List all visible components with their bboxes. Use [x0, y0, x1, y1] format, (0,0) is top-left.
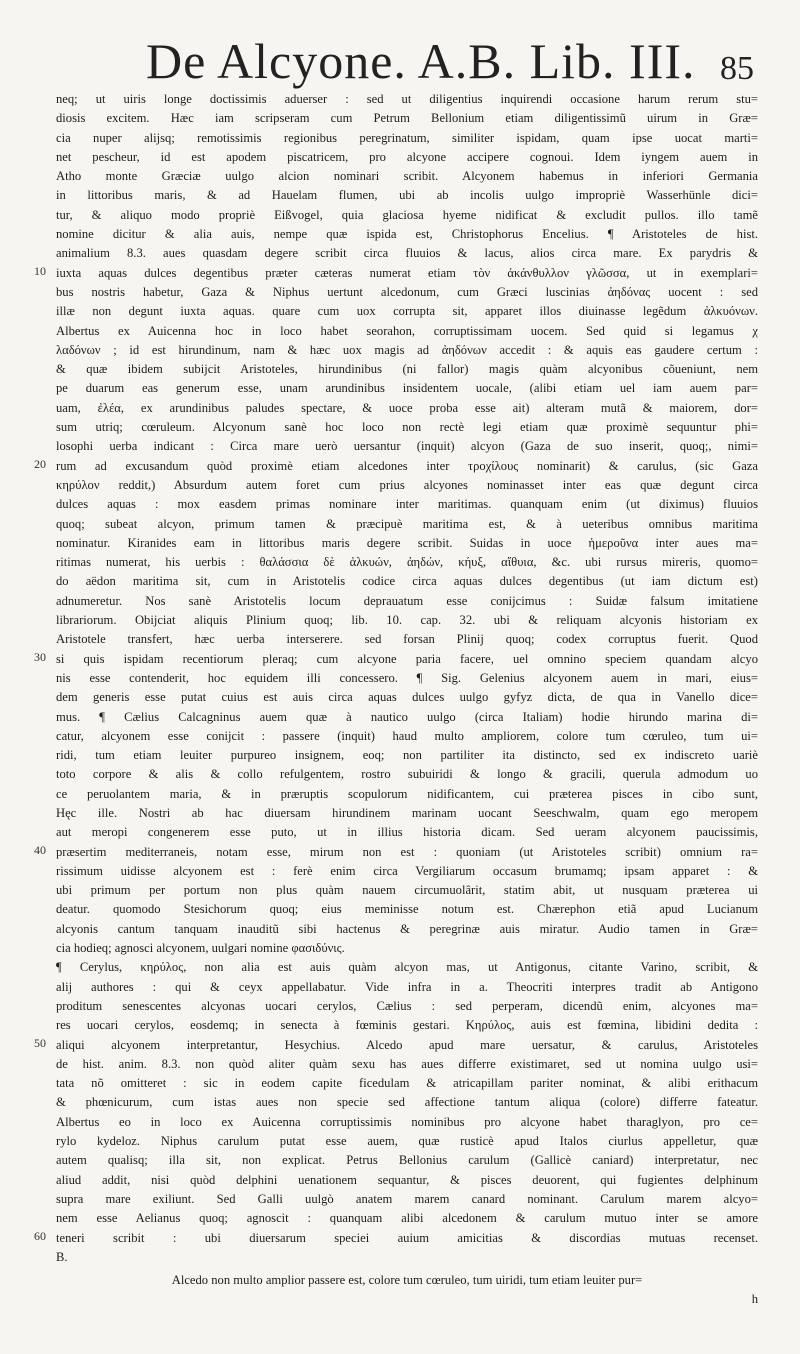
text-line: rylo kydeloz. Niphus carulum putat esse auem, quæ rusticè apud Italos ciurlus appelletur, quæ: [56, 1134, 758, 1149]
text-line: mus. ¶ Cælius Calcagninus auem quæ à nautico uulgo (circa Italiam) hodie hirundo marina di=: [56, 709, 758, 724]
text-line: in littoribus maris, & ad Hauelam flumen, ubi ab incolis uulgo impropriè Wasserhünle dici=: [56, 188, 758, 203]
text-line: tur, & aliquo modo propriè Eißvogel, quia glaciosa hyeme nidificat & excludit pullos. illo tamẽ: [56, 207, 758, 222]
text-line: sum utriq; cœruleum. Alcyonum sanè hoc loco non rectè legi etiam quæ proximè sequuntur phi=: [56, 420, 758, 435]
text-line: rum ad excusandum quòd proximè etiam alcedones inter τροχίλους nominarit) & carulus, (sic Gaza: [56, 458, 758, 473]
text-line: ritimas numerat, his uerbis : θαλάσσια δὲ ἀλκυών, ἀηδών, κήυξ, αἴθυια, &c. ubi rursus mireris, quomo=: [56, 555, 758, 570]
section-heading: Alcedo non multo amplior passere est, colore tum cœruleo, tum uiridi, tum etiam leuiter pur=: [171, 1273, 643, 1288]
text-line: cia hodieq; agnosci alcyonem, uulgari nomine φασιδύνις.: [56, 941, 345, 956]
text-line: autem qualisq; illa sit, non explicat. Petrus Bellonius carulum (Gallicè caniard) interpretatur, nec: [56, 1153, 758, 1168]
text-line: tata nõ omitteret : sic in eodem capite ficedulam & atricapillam pariter nominat, & alibi erithacum: [56, 1076, 758, 1091]
text-line: Albertus ex Auicenna hoc in loco habet seorahon, corruptissimam uocem. Sed quid si legamus χ: [56, 323, 758, 338]
text-line: nis esse contenderit, hoc equidem illi concessero. ¶ Sig. Gelenius alcyonem auem in mari, eius=: [56, 670, 758, 685]
margin-line-number: 20: [34, 456, 46, 471]
text-line: adnumeretur. Nos sanè Aristotelis locum deprauatum esse conijcimus : Suidæ falsum imitatiene: [56, 593, 758, 608]
text-line: bus nostris habetur, Gaza & Niphus uertunt alcedonum, cum Græci luscinias ἀηδόνας uocent : sed: [56, 284, 758, 299]
text-line: rissimum uidisse alcyonem est : ferè enim circa Vergiliarum occasum brumamq; ipsam apparet : &: [56, 863, 758, 878]
catchword: h: [751, 1292, 758, 1307]
text-line: de hist. anim. 8.3. non quòd aliter quàm sexu has aues differre existimaret, sed ut nomina uulgo usi=: [56, 1056, 758, 1071]
text-line: & quæ ibidem subijcit Aristoteles, hirundinibus (ni fallor) magis quàm alcyonibus cõueniunt, nem: [56, 362, 758, 377]
text-line: nomine dicitur & alia auis, nempe quæ ispida est, Christophorus Encelius. ¶ Aristoteles de hist.: [56, 227, 758, 242]
text-line: ubi primum per portum non plus quàm nauem circumuolârit, statim abit, ut nusquam præterea ui: [56, 883, 758, 898]
text-line: supra mare exiliunt. Sed Galli uulgò anatem marem canard nominant. Carulum marem alcyo=: [56, 1191, 758, 1206]
text-line: iuxta aquas dulces degentibus præter cæteras numerat etiam τὸν ἀκάνθυλλον γλῶσσα, ut in exemplari=: [56, 265, 758, 280]
text-line: toto corpore & alis & collo refulgentem, rostro subuiridi & longo & gracili, querula admodum uo: [56, 767, 758, 782]
text-line: nem esse Aelianus quoq; agnoscit : quanquam alibi alcedonem & carulum mutuo inter se amore: [56, 1211, 758, 1226]
text-line: dulces aquas : mox easdem primas nominare inter maritimas. quanquam enim (ut diximus) fluuios: [56, 497, 758, 512]
text-line: cia nuper alijsq; remotissimis regionibus peregrinatum, similiter ispidam, quam ipse uocat marti=: [56, 130, 758, 145]
text-line: B.: [56, 1249, 68, 1264]
body-text: [34, 90, 758, 1309]
text-line: uam, ἐλέα, ex arundinibus paludes spectare, & uoce proba esse ait) alteram mutã & maiorem, dor=: [56, 400, 758, 415]
text-line: aut meropi congenerem esse puto, ut in illius historia dicam. Sed ueram alcyonem paucissimis,: [56, 825, 758, 840]
text-line: quoq; subeat alcyon, primum tamen & præcipuè maritima est, & à ueteribus omnibus maritima: [56, 516, 758, 531]
text-line: proditum senescentes alcyonas uocari cerylos, Cælius : sed perperam, dicendũ enim, alcyones ma=: [56, 998, 758, 1013]
text-line: do aëdon maritima sit, cum in Aristotelis codice circa aquas dulces degentibus (ut iam dictum est): [56, 574, 758, 589]
running-head: De Alcyone. A.B. Lib. III.: [146, 33, 696, 89]
text-line: Hęc ille. Nostri ab hac diuersam hirundinem marinam uocant Seeschwalm, quam ego meropem: [56, 805, 758, 820]
text-line: net pescheur, id est apodem piscatricem, pro alcyone accipere cognoui. Idem iyngem auem in: [56, 149, 758, 164]
text-line: dem generis esse putat cuius est auis circa aquas dulces uulgo gyfyz dicta, de qua in Vanello dice=: [56, 690, 758, 705]
text-line: pe duarum eas generum esse, unam arundinibus insidentem uocale, (alibi etiam uel iam auem par=: [56, 381, 758, 396]
text-line: ce peruolantem maria, & in præruptis scopulorum nidificantem, cui præterea pisces in cibo sunt,: [56, 786, 758, 801]
text-line: aliqui alcyonem interpretantur, Hesychius. Alcedo apud mare uersatur, & carulus, Aristoteles: [56, 1037, 758, 1052]
text-line: & phœnicurum, cum istas aues non specie sed affectione tantum aliqua (colore) differre fateatur.: [56, 1095, 758, 1110]
text-line: aliud addit, nisi quòd delphini uenationem sequantur, & pisces deuorent, qui fugientes delphinum: [56, 1172, 758, 1187]
margin-line-number: 40: [34, 842, 46, 857]
margin-line-number: 50: [34, 1035, 46, 1050]
text-line: κηρύλον reddit,) Absurdum autem foret cum prius alcyones nominasset inter eas quæ degunt circa: [56, 477, 758, 492]
text-line: catur, alcyonem esse conijcit : passere (inquit) haud multo ampliorem, colore tum cœruleo, tum ui=: [56, 728, 758, 743]
text-line: alij authores : qui & ceyx appellabatur. Vide infra in a. Theocriti interpres tradit ab Antigono: [56, 979, 758, 994]
text-line: deatur. quomodo Stesichorum quoq; eius meminisse notum est. Chærephon etiã apud Lucianum: [56, 902, 758, 917]
page-number: 85: [720, 50, 754, 87]
text-line: Aristotele transfert, hæc uerba interserere. sed forsan Plinij quoq; codex corruptus fuerit. Quod: [56, 632, 758, 647]
text-line: animalium 8.3. aues quasdam degere scribit circa fluuios & lacus, alios circa mare. Ex parydris &: [56, 246, 758, 261]
text-line: teneri scribit : ubi diuersarum speciei auium amicitias & discordias mutuas recenset.: [56, 1230, 758, 1245]
text-line: alcyonis cantum tanquam inauditũ sibi hactenus & peregrinæ auis miratur. Audio tamen in Græ=: [56, 921, 758, 936]
text-line: res uocari cerylos, eosdemq; in senecta à fœminis gestari. Κηρύλος, auis est fœmina, libidini dedita :: [56, 1018, 758, 1033]
text-line: præsertim mediterraneis, notam esse, mirum non est : quoniam (ut Aristoteles scribit) omnium ra=: [56, 844, 758, 859]
text-line: losophi uerba indicant : Circa mare uerò uersantur (inquit) alcyon (Gaza de suo inserit, quoq;, nimi=: [56, 439, 758, 454]
text-line: λαδόνων ; id est hirundinum, nam & hæc uox magis ad ἀηδόνων accedit : & aquis eas gaudere certum :: [56, 342, 758, 357]
text-line: librariorum. Obijciat aliquis Plinium quoq; lib. 10. cap. 32. ubi & reliquam alcyonis historiam ex: [56, 613, 758, 628]
text-line: Albertus eo in loco ex Auicenna corruptissimis nominibus pro alcyone habet tharaglyon, pro ce=: [56, 1114, 758, 1129]
text-line: nominatur. Kiranides eam in littoribus maris degere scribit. Suidas in uoce ἡμεροῦνα inter aues ma=: [56, 535, 758, 550]
text-line: si quis ispidam recentiorum pleraq; cum alcyone paria facere, uel omnino speciem quandam alcyo: [56, 651, 758, 666]
text-line: ¶ Cerylus, κηρύλος, non alia est auis quàm alcyon mas, ut Antigonus, citante Varino, scribit, &: [56, 960, 758, 975]
text-line: neq; ut uiris longe doctissimis aduerser : sed ut diligentius inquirendi occasione harum rerum stu=: [56, 92, 758, 106]
text-line: illæ non degunt iuxta aquas. quare cum uox corrupta sit, apparet illos diuinasse legẽdum ἀλκυόνων.: [56, 304, 758, 319]
text-line: Atho monte Græciæ uulgo alcion nominari scribit. Alcyonem habemus in inferiori Germania: [56, 169, 758, 184]
page-header: [36, 22, 760, 90]
margin-line-number: 30: [34, 649, 46, 664]
text-line: ridi, tum etiam leuiter purpureo insignem, eoq; non partiliter ita distincto, sed ex indiscreto uariè: [56, 748, 758, 763]
text-line: diosis excitem. Hæc iam scripseram cum Petrum Bellonium etiam diligentissimũ uirum in Græ=: [56, 111, 758, 126]
margin-line-number: 10: [34, 263, 46, 278]
margin-line-number: 60: [34, 1228, 46, 1243]
